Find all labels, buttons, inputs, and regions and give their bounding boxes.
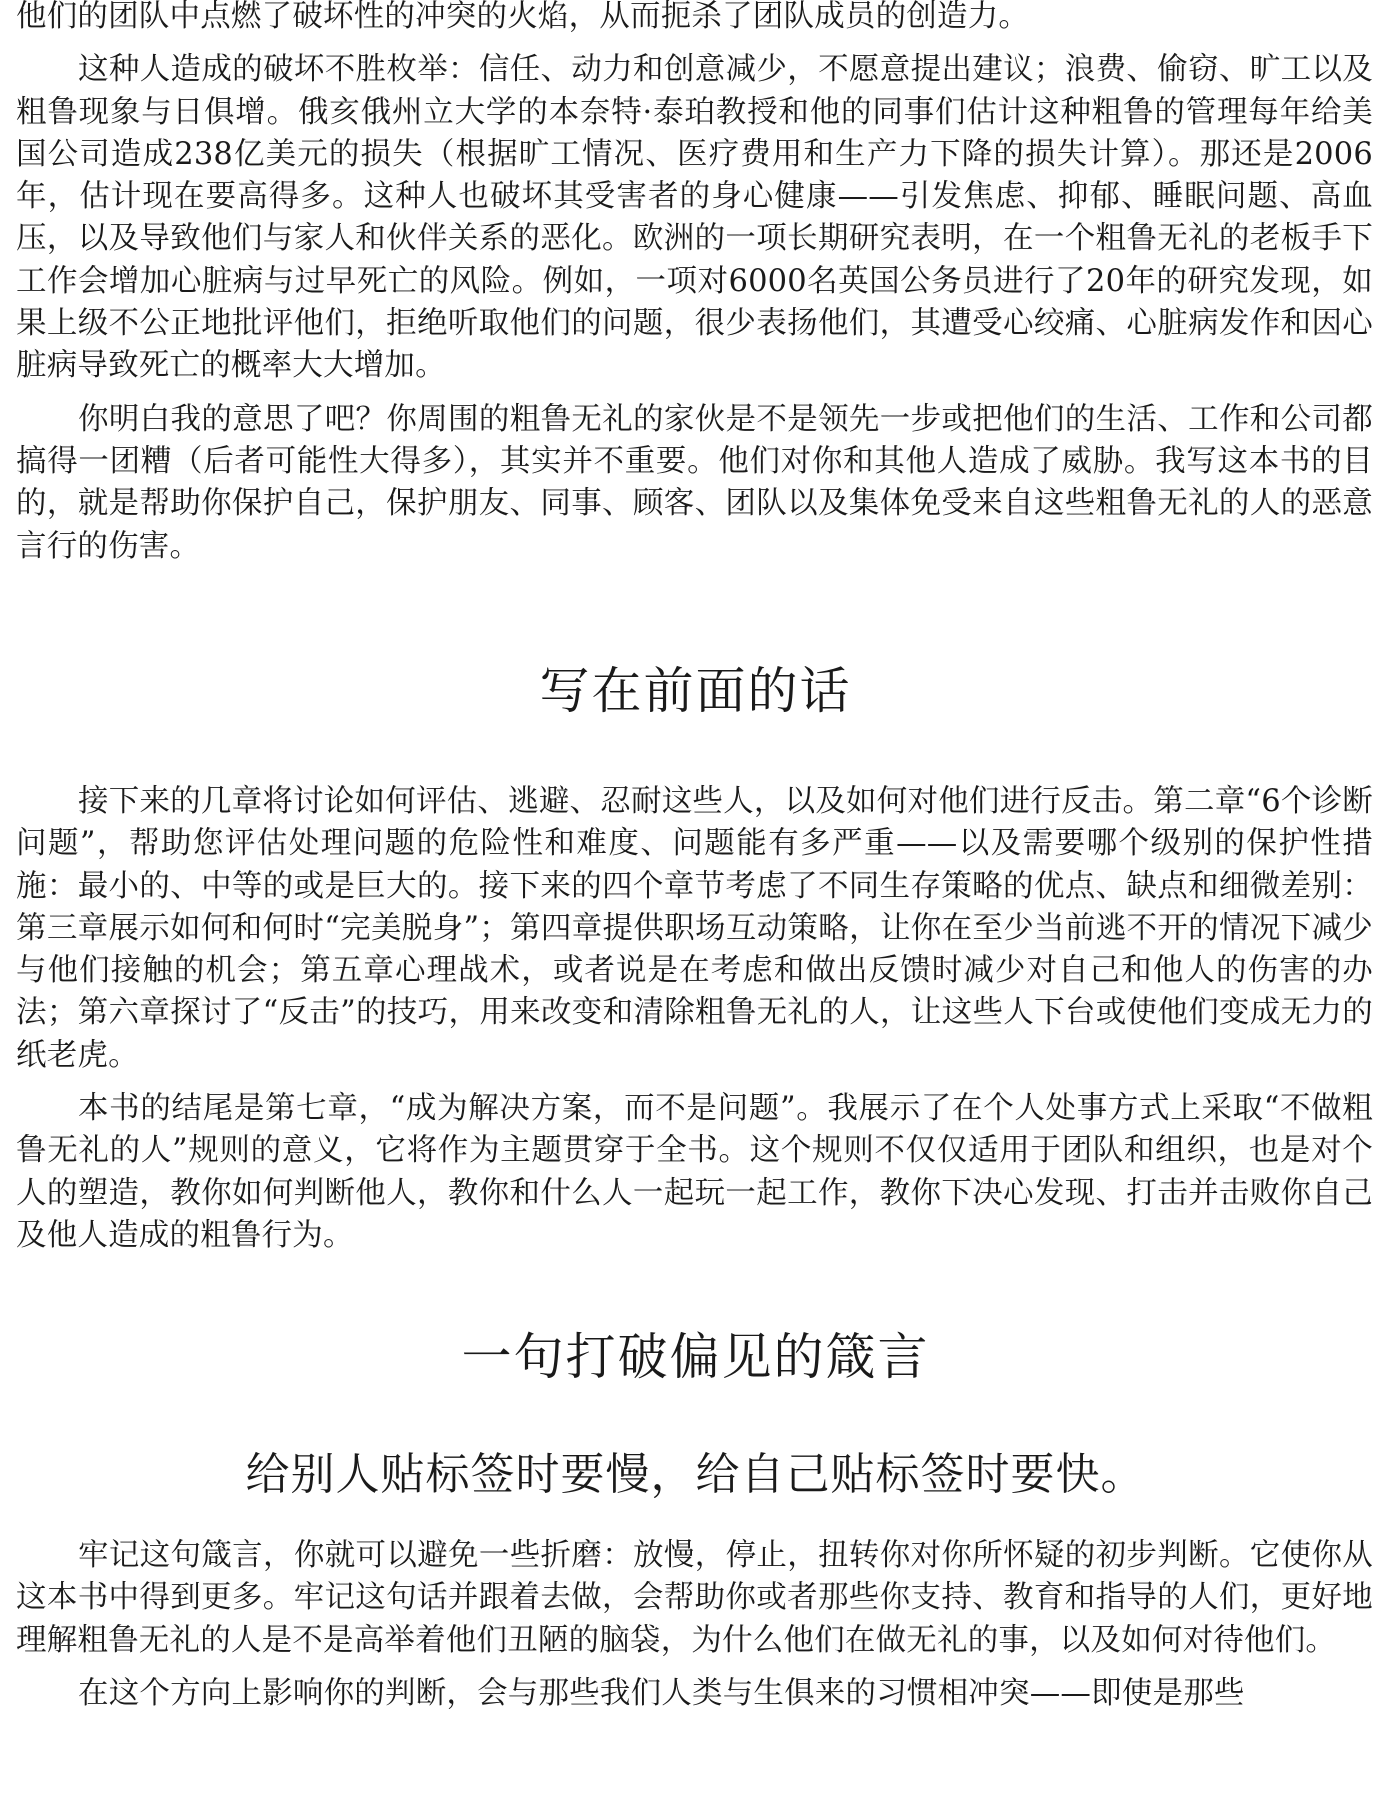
paragraph-chapter-overview: 接下来的几章将讨论如何评估、逃避、忍耐这些人，以及如何对他们进行反击。第二章“6个诊断问题”，帮助您评估处理问题的危险性和难度、问题能有多严重——以及需要哪个级别的保护性措施：最小的、中等的或是巨大的。接下来的四个章节考虑了不同生存策略的优点、缺点和细微差别：第三章展示如何和何时“完美脱身”；第四章提供职场互动策略，让你在至少当前逃不开的情况下减少与他们接触的机会；第五章心理战术，或者说是在考虑和做出反馈时减少对自己和他人的伤害的办法；第六章探讨了“反击”的技巧，用来改变和清除粗鲁无礼的人，让这些人下台或使他们变成无力的纸老虎。 [16, 784, 1373, 1073]
paragraph-damage-costs: 这种人造成的破坏不胜枚举：信任、动力和创意减少，不愿意提出建议；浪费、偷窃、旷工以及粗鲁现象与日俱增。俄亥俄州立大学的本奈特·泰珀教授和他的同事们估计这种粗鲁的管理每年给美国公司造成238亿美元的损失（根据旷工情况、医疗费用和生产力下降的损失计算）。那还是2006年，估计现在要高得多。这种人也破坏其受害者的身心健康——引发焦虑、抑郁、睡眠问题、高血压，以及导致他们与家人和伙伴关系的恶化。欧洲的一项长期研究表明，在一个粗鲁无礼的老板手下工作会增加心脏病与过早死亡的风险。例如，一项对6000名英国公务员进行了20年的研究发现，如果上级不公正地批评他们，拒绝听取他们的问题，很少表扬他们，其遭受心绞痛、心脏病发作和因心脏病导致死亡的概率大大增加。 [16, 52, 1373, 384]
paragraph-chapter-seven: 本书的结尾是第七章，“成为解决方案，而不是问题”。我展示了在个人处事方式上采取“不做粗鲁无礼的人”规则的意义，它将作为主题贯穿于全书。这个规则不仅仅适用于团队和组织，也是对个人的塑造，教你如何判断他人，教你和什么人一起玩一起工作，教你下决心发现、打击并击败你自己及他人造成的粗鲁行为。 [16, 1091, 1373, 1253]
paragraph-maxim-explanation: 牢记这句箴言，你就可以避免一些折磨：放慢，停止，扭转你对你所怀疑的初步判断。它使你从这本书中得到更多。牢记这句话并跟着去做，会帮助你或者那些你支持、教育和指导的人们，更好地理解粗鲁无礼的人是不是高举着他们丑陋的脑袋，为什么他们在做无礼的事，以及如何对待他们。 [16, 1538, 1373, 1658]
maxim-quote: 给别人贴标签时要慢，给自己贴标签时要快。 [245, 1449, 1146, 1500]
paragraph-continuation: 他们的团队中点燃了破坏性的冲突的火焰，从而扼杀了团队成员的创造力。 [16, 0, 1030, 34]
foreword-section [16, 781, 1373, 1257]
section-heading-foreword: 写在前面的话 [539, 662, 852, 720]
paragraph-judgment-habits: 在这个方向上影响你的判断，会与那些我们人类与生俱来的习惯相冲突——即使是那些 [78, 1675, 1245, 1711]
maxim-section [16, 1535, 1373, 1715]
section-heading-maxim: 一句打破偏见的箴言 [461, 1328, 930, 1386]
intro-section [16, 0, 1373, 568]
paragraph-book-purpose: 你明白我的意思了吧？你周围的粗鲁无礼的家伙是不是领先一步或把他们的生活、工作和公司都搞得一团糟（后者可能性大得多），其实并不重要。他们对你和其他人造成了威胁。我写这本书的目的，就是帮助你保护自己，保护朋友、同事、顾客、团队以及集体免受来自这些粗鲁无礼的人的恶意言行的伤害。 [16, 401, 1373, 564]
